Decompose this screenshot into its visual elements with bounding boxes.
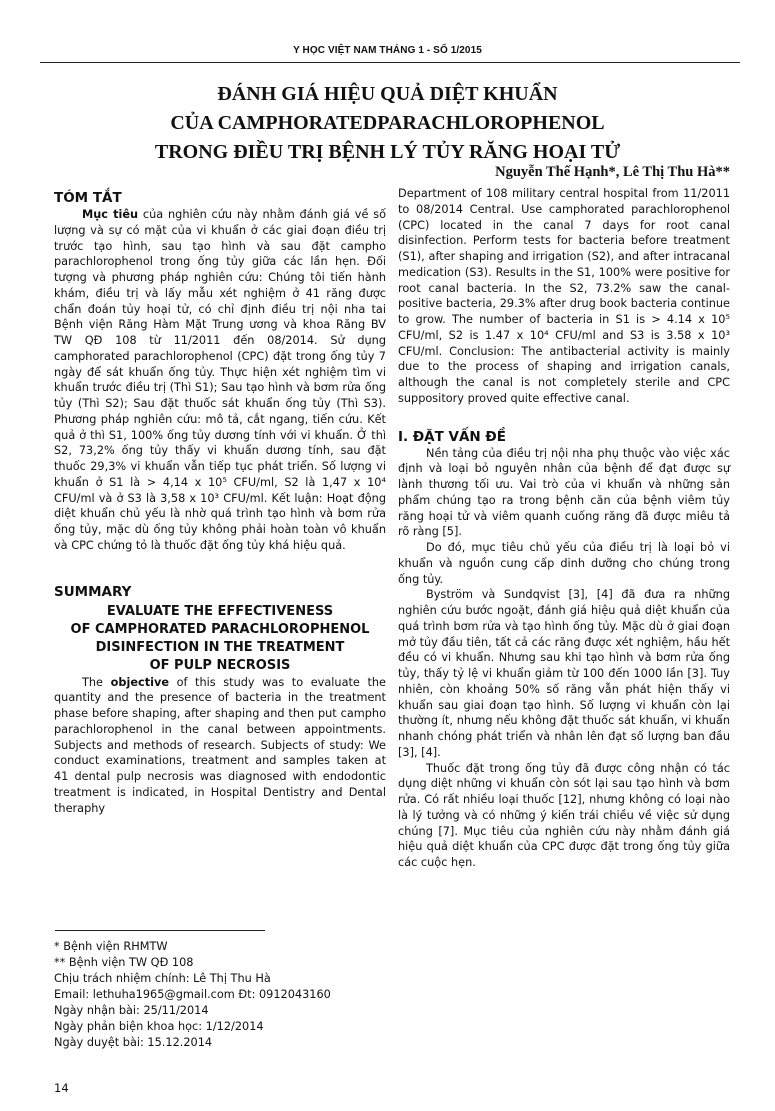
section-heading: I. ĐẶT VẤN ĐỀ (398, 428, 506, 445)
footnote-block (54, 922, 386, 1095)
footnote: Email: lethuha1965@gmail.com Đt: 0912043160 (54, 988, 331, 1001)
section-introduction (398, 429, 730, 871)
summary-text: The (82, 675, 111, 689)
authors: Nguyễn Thế Hạnh*, Lê Thị Thu Hà** (495, 164, 730, 180)
body-paragraph: Do đó, mục tiêu chủ yếu của điều trị là loại bỏ vi khuẩn và nguồn cung cấp dinh dưỡng cho chúng trong ống tủy. (398, 541, 730, 586)
body-paragraph: Thuốc đặt trong ống tủy đã được công nhận có tác dụng diệt những vi khuẩn còn sót lại sau tạo hình và bơm rửa. Có rất nhiều loại thuốc [12], nhưng không có loại nào là lý tưởng và có những ý kiến trái chiều về việc sử dụng chúng [7]. Mục tiêu của nghiên cứu này nhằm đánh giá hiệu quả diệt khuẩn của CPC được đặt trong ống tủy giữa các cuộc hẹn. (398, 761, 730, 869)
summary-continued (398, 186, 730, 407)
abstract-paragraph (54, 207, 386, 554)
summary-title (54, 603, 386, 675)
page-number: 14 (54, 1081, 69, 1095)
body-paragraph: Nền tảng của điều trị nội nha phụ thuộc vào việc xác định và loại bỏ nguyên nhân của bệnh để đạt được sự lành thương tối ưu. Vai trò của vi khuẩn và những sản phẩm chúng tạo ra trong bệnh căn của bệnh viêm tủy răng hoại tử và viêm quanh cuống răng đã được miêu tả rõ ràng [5]. (398, 446, 730, 539)
abstract-text: của nghiên cứu này nhằm đánh giá về số lượng và sự có mặt của vi khuẩn ở các giai đoạn điều trị trước tạo hình, sau tạo hình và sau đặt campho parachlorophenol trong ống tủy giữa các lần hẹn. Đối tượng và phương pháp nghiên cứu: Chúng tôi tiến hành khám, điều trị và lấy mẫu xét nghiệm ở 41 răng được chẩn đoán tủy hoại tử, có chỉ định điều trị nội nha tai Bệnh viện Răng Hàm Mặt Trung ương và khoa Răng BV TW QĐ 108 từ 11/2011 đến 08/2014. Sử dụng camphorated parachlorophenol (CPC) đặt trong ống tủy 7 ngày để sát khuẩn ống tủy. Thực hiện xét nghiệm tìm vi khuẩn trước điều trị (Thì S1); Sau tạo hình và bơm rửa ống tủy (Thì S2); Sau đặt thuốc sát khuẩn ống tủy (Thì S3). Phương pháp nghiên cứu: mô tả, cắt ngang, tiến cứu. Kết quả ở thì S1, 100% ống tủy dương tính với vi khuẩn. Ở thì S2, 73,2% ống tủy thấy vi khuẩn dương tính, sau đặt thuốc 29,3% vi khuẩn vẫn tiếp tục phát triển. Số lượng vi khuẩn ở S1 là > 4,14 x 10⁵ CFU/ml, S2 là 1,47 x 10⁴ CFU/ml và ở S3 là 3,58 x 10³ CFU/ml. Kết luận: Hoạt động diệt khuẩn chủ yếu là nhờ quá trình tạo hình và bơm rửa ống tủy, mặc dù ống tủy không phải hoàn toàn vô khuẩn và CPC chứng tỏ là thuốc đặt ống tủy khá hiệu quả. (54, 208, 386, 552)
title-line: CỦA CAMPHORATEDPARACHLOROPHENOL (170, 112, 605, 134)
summary-title-line: DISINFECTION IN THE TREATMENT (95, 639, 345, 655)
journal-header: Y HỌC VIỆT NAM THÁNG 1 - SỐ 1/2015 (293, 45, 482, 56)
footnote: Ngày duyệt bài: 15.12.2014 (54, 1036, 213, 1049)
summary-title-line: EVALUATE THE EFFECTIVENESS (106, 603, 334, 619)
body-paragraph: Byström và Sundqvist [3], [4] đã đưa ra những nghiên cứu bước ngoặt, đánh giá hiệu quả diệt khuẩn của quá trình bơm rửa và tạo hình ống tủy. Mặc dù ở giai đoạn mở tủy đầu tiên, tất cả các răng được xét nghiệm, hầu hết đều có vi khuẩn. Nhưng sau khi tạo hình và bơm rửa ống tủy, thấy tỷ lệ vi khuẩn giảm từ 100 đến 1000 lần [3]. Tuy nhiên, còn khoảng 50% số răng vẫn phát hiện thấy vi khuẩn sau giai đoạn tạo hình. Số lượng vi khuẩn còn lại thường ít, nhưng nếu không đặt thuốc sát khuẩn, vi khuẩn nhanh chóng phát triển và nhân lên đạt số lượng ban đầu [3], [4]. (398, 588, 730, 759)
abstract-heading: TÓM TẮT (54, 190, 122, 206)
footnote: * Bệnh viện RHMTW (54, 940, 168, 953)
summary-lead: objective (110, 675, 169, 689)
footnote: Ngày nhận bài: 25/11/2014 (54, 1004, 209, 1017)
article-title (0, 80, 775, 167)
summary-paragraph: Department of 108 military central hospital from 11/2011 to 08/2014 Central. Use camphorated parachlorophenol (CPC) located in the canal 7 days for root canal disinfection. Perform tests for bacteria before treatment (S1), after shaping and irrigation (S2), and after intracanal medication (S3). Results in the S1, 100% were positive for root canal bacteria. In the S2, 73.2% saw the canal-positive bacteria, 29.3% after drug book bacteria continue to grow. The number of bacteria in S1 is > 4.14 x 10⁵ CFU/ml, S2 is 1.47 x 10⁴ CFU/ml and S3 is 3.58 x 10³ CFU/ml. Conclusion: The antibacterial activity is mainly due to the process of shaping and irrigation canals, although the canal is not completely sterile and CPC suppository proved quite effective canal. (398, 187, 730, 405)
summary-text: of this study was to evaluate the quantity and the presence of bacteria in the treatment phase before shaping, after shaping and then put campho parachlorophenol in the canal between appointments. Subjects and methods of research. Subjects of study: We conduct examinations, treatment and samples taken at 41 dental pulp necrosis was diagnosed with endodontic treatment is indicated, in Hospital Dentistry and Dental theraphy (54, 675, 387, 815)
left-column (54, 190, 386, 1095)
footnotes (54, 939, 386, 1051)
summary-title-line: OF CAMPHORATED PARACHLOROPHENOL (70, 621, 370, 637)
abstract-vietnamese (54, 190, 386, 554)
summary-title-line: OF PULP NECROSIS (149, 657, 291, 673)
footnote: Ngày phản biện khoa học: 1/12/2014 (54, 1020, 264, 1033)
footnote-divider (55, 930, 265, 931)
header-divider (40, 62, 740, 63)
summary-paragraph (54, 675, 386, 817)
title-line: TRONG ĐIỀU TRỊ BỆNH LÝ TỦY RĂNG HOẠI TỬ (154, 141, 621, 163)
footnote: ** Bệnh viện TW QĐ 108 (54, 956, 194, 969)
right-column (398, 186, 730, 871)
abstract-lead: Mục tiêu (82, 208, 139, 221)
footnote: Chịu trách nhiệm chính: Lê Thị Thu Hà (54, 972, 271, 985)
summary-english (54, 584, 386, 817)
title-line: ĐÁNH GIÁ HIỆU QUẢ DIỆT KHUẨN (217, 83, 558, 105)
summary-heading: SUMMARY (54, 583, 132, 600)
